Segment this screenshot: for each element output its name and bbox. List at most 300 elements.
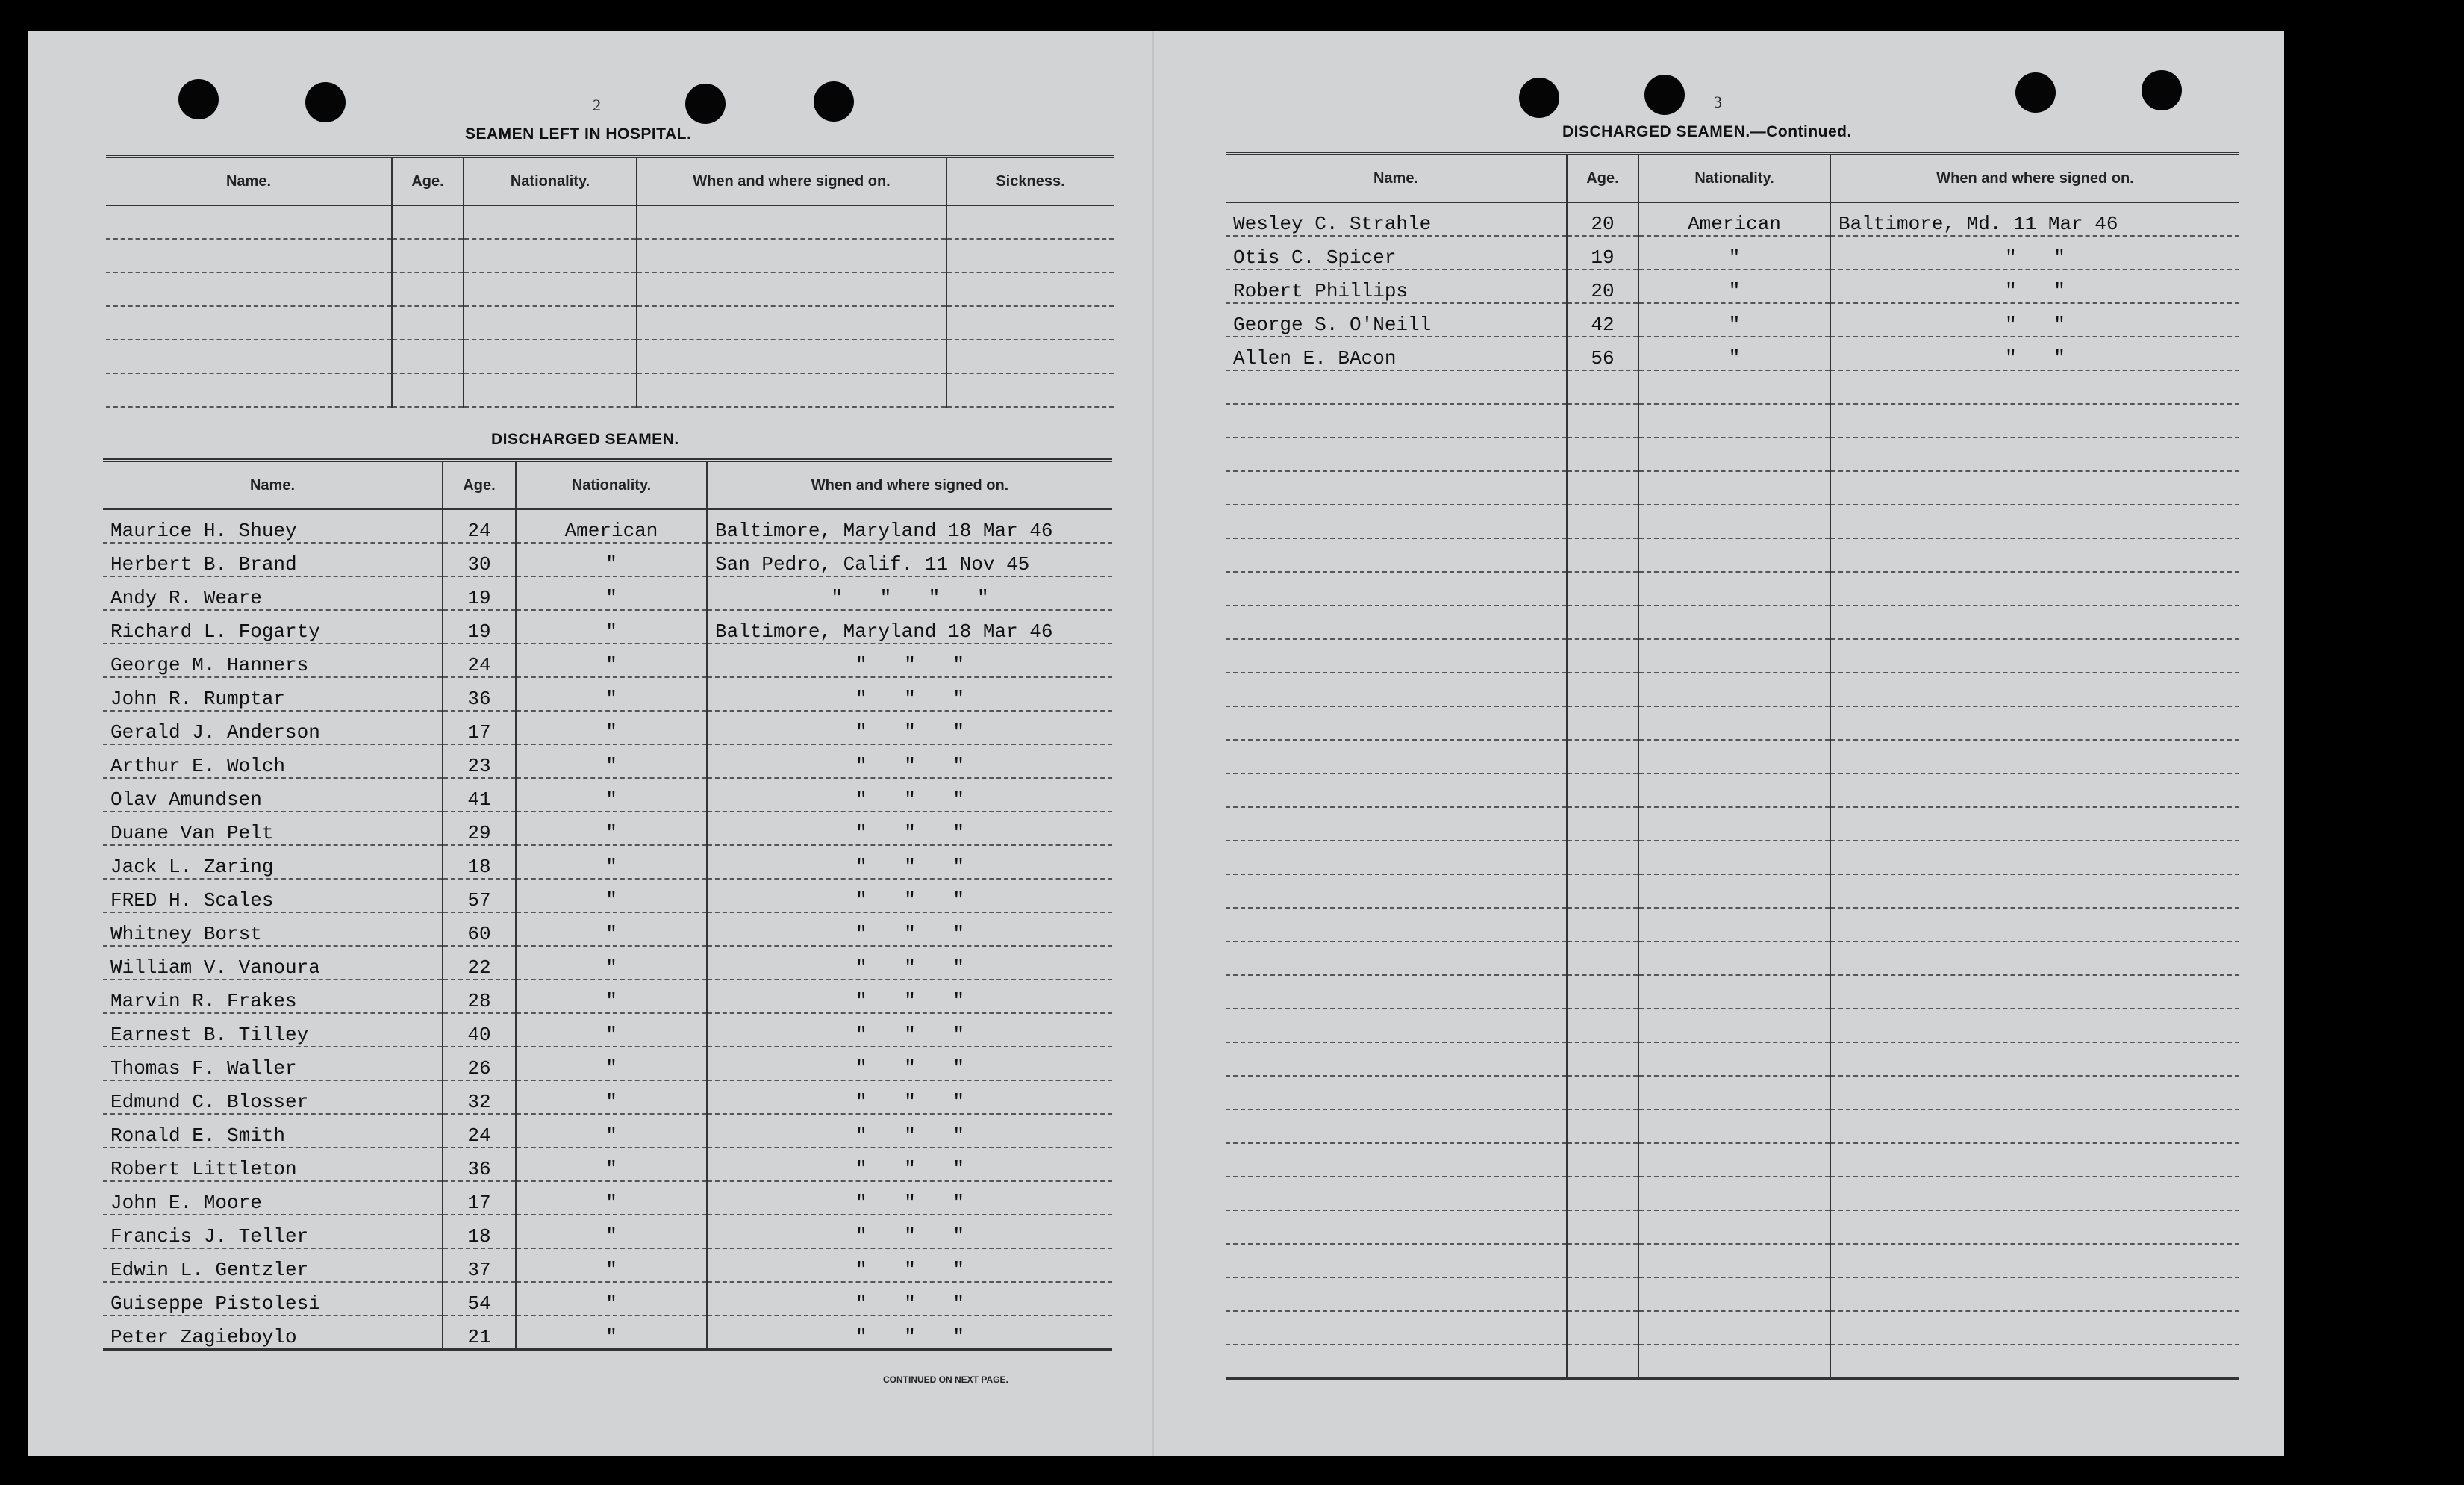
empty-row: [1226, 538, 2239, 572]
binder-hole: [2015, 72, 2056, 113]
empty-cell: [106, 205, 392, 239]
table-row: [103, 711, 1112, 744]
seaman-name: George S. O'Neill: [1226, 303, 1567, 337]
empty-row: [1226, 1042, 2239, 1076]
seaman-nationality: ": [516, 1013, 707, 1047]
signed-on: " " ": [707, 1282, 1112, 1316]
signed-on: " " ": [707, 912, 1112, 946]
seaman-nationality: ": [1638, 303, 1830, 337]
empty-cell: [1226, 639, 1567, 673]
empty-row: [1226, 370, 2239, 404]
empty-row: [1226, 438, 2239, 471]
seaman-age: 23: [443, 744, 516, 778]
empty-cell: [946, 340, 1114, 373]
seaman-name: Gerald J. Anderson: [103, 711, 443, 744]
empty-cell: [1638, 740, 1830, 773]
discharged-section-title: DISCHARGED SEAMEN.: [491, 431, 679, 448]
empty-cell: [1226, 572, 1567, 605]
binder-hole: [2142, 70, 2182, 110]
table-row: [103, 812, 1112, 845]
empty-cell: [1226, 807, 1567, 841]
seaman-name: Ronald E. Smith: [103, 1114, 443, 1148]
discharged-continued-table: [1226, 152, 2239, 1380]
seaman-age: 57: [443, 879, 516, 912]
table-row: [103, 1148, 1112, 1181]
seaman-age: 18: [443, 845, 516, 879]
empty-cell: [1567, 1109, 1638, 1143]
empty-row: [106, 205, 1114, 239]
empty-cell: [1830, 605, 2239, 639]
signed-on: " " ": [707, 1148, 1112, 1181]
seaman-nationality: ": [516, 1215, 707, 1248]
seaman-name: Edmund C. Blosser: [103, 1080, 443, 1114]
empty-cell: [1638, 673, 1830, 706]
empty-cell: [1638, 1143, 1830, 1177]
empty-cell: [1638, 1109, 1830, 1143]
empty-row: [1226, 941, 2239, 975]
empty-cell: [464, 306, 637, 340]
empty-row: [1226, 1210, 2239, 1244]
empty-cell: [637, 273, 946, 306]
empty-cell: [1226, 1042, 1567, 1076]
signed-on: Baltimore, Maryland 18 Mar 46: [707, 610, 1112, 644]
empty-cell: [1830, 471, 2239, 505]
empty-cell: [1226, 975, 1567, 1009]
seaman-age: 54: [443, 1282, 516, 1316]
seaman-nationality: ": [516, 812, 707, 845]
empty-cell: [1830, 1076, 2239, 1109]
table-row: [103, 610, 1112, 644]
table-row: [103, 509, 1112, 543]
signed-on: " " ": [707, 845, 1112, 879]
header-nationality: Nationality.: [1638, 154, 1830, 203]
empty-cell: [637, 205, 946, 239]
empty-cell: [1830, 505, 2239, 538]
seaman-age: 20: [1567, 202, 1638, 236]
binder-hole: [1644, 75, 1685, 115]
empty-cell: [637, 373, 946, 407]
signed-on: " " ": [707, 711, 1112, 744]
empty-cell: [1638, 1277, 1830, 1311]
seaman-name: Guiseppe Pistolesi: [103, 1282, 443, 1316]
empty-cell: [1638, 471, 1830, 505]
empty-row: [1226, 639, 2239, 673]
empty-cell: [1567, 1177, 1638, 1210]
empty-cell: [392, 306, 464, 340]
empty-cell: [1567, 673, 1638, 706]
seaman-name: Andy R. Weare: [103, 576, 443, 610]
seaman-name: George M. Hanners: [103, 644, 443, 677]
empty-cell: [1567, 874, 1638, 908]
signed-on: San Pedro, Calif. 11 Nov 45: [707, 543, 1112, 576]
empty-cell: [1638, 572, 1830, 605]
empty-cell: [1567, 1076, 1638, 1109]
empty-cell: [1638, 706, 1830, 740]
discharged-continued-title: [1562, 123, 1852, 141]
seaman-age: 40: [443, 1013, 516, 1047]
seaman-age: 24: [443, 644, 516, 677]
seaman-age: 19: [1567, 236, 1638, 270]
signed-on: " " ": [707, 1047, 1112, 1080]
signed-on: " " ": [707, 879, 1112, 912]
empty-row: [1226, 975, 2239, 1009]
seaman-name: Francis J. Teller: [103, 1215, 443, 1248]
seaman-name: Earnest B. Tilley: [103, 1013, 443, 1047]
empty-cell: [106, 273, 392, 306]
empty-cell: [1226, 471, 1567, 505]
empty-cell: [1567, 471, 1638, 505]
empty-cell: [1638, 1345, 1830, 1379]
seaman-age: 30: [443, 543, 516, 576]
empty-row: [1226, 1311, 2239, 1345]
empty-row: [1226, 1177, 2239, 1210]
empty-row: [1226, 1277, 2239, 1311]
seaman-age: 60: [443, 912, 516, 946]
header-nationality: Nationality.: [516, 461, 707, 510]
signed-on: " " ": [707, 778, 1112, 812]
seaman-nationality: ": [516, 644, 707, 677]
seaman-nationality: ": [516, 576, 707, 610]
empty-cell: [1830, 773, 2239, 807]
empty-cell: [1830, 706, 2239, 740]
empty-row: [1226, 841, 2239, 874]
empty-cell: [464, 273, 637, 306]
empty-cell: [946, 373, 1114, 407]
seaman-age: 17: [443, 1181, 516, 1215]
seaman-name: Allen E. BAcon: [1226, 337, 1567, 370]
signed-on: " " ": [707, 677, 1112, 711]
empty-cell: [1226, 404, 1567, 438]
seaman-nationality: ": [516, 543, 707, 576]
empty-row: [1226, 404, 2239, 438]
table-row: [1226, 236, 2239, 270]
discharged-table: [103, 458, 1112, 1351]
empty-cell: [1830, 572, 2239, 605]
signed-on: " " ": [707, 744, 1112, 778]
header-signed-on: When and where signed on.: [1830, 154, 2239, 203]
seaman-nationality: ": [1638, 270, 1830, 303]
seaman-age: 19: [443, 576, 516, 610]
empty-row: [1226, 908, 2239, 941]
empty-cell: [1638, 975, 1830, 1009]
empty-cell: [1830, 1109, 2239, 1143]
empty-row: [1226, 740, 2239, 773]
empty-cell: [1638, 505, 1830, 538]
empty-cell: [1830, 639, 2239, 673]
empty-cell: [1638, 1076, 1830, 1109]
empty-cell: [1567, 538, 1638, 572]
empty-cell: [1638, 605, 1830, 639]
header-age: Age.: [443, 461, 516, 510]
seaman-name: William V. Vanoura: [103, 946, 443, 980]
header-name: Name.: [106, 157, 392, 206]
empty-cell: [1567, 773, 1638, 807]
empty-cell: [464, 340, 637, 373]
empty-row: [1226, 773, 2239, 807]
seaman-name: Edwin L. Gentzler: [103, 1248, 443, 1282]
empty-cell: [464, 239, 637, 273]
empty-cell: [1567, 841, 1638, 874]
seaman-nationality: ": [516, 1248, 707, 1282]
document-sheet: [28, 31, 2284, 1456]
seaman-nationality: American: [1638, 202, 1830, 236]
seaman-age: 19: [443, 610, 516, 644]
empty-cell: [1638, 1009, 1830, 1042]
seaman-nationality: ": [516, 610, 707, 644]
title-main: DISCHARGED SEAMEN.: [1562, 123, 1750, 140]
seaman-name: Arthur E. Wolch: [103, 744, 443, 778]
empty-cell: [1830, 1311, 2239, 1345]
empty-cell: [392, 340, 464, 373]
empty-cell: [1567, 572, 1638, 605]
signed-on: " " ": [707, 644, 1112, 677]
table-row: [103, 1316, 1112, 1350]
empty-cell: [392, 273, 464, 306]
seaman-name: Herbert B. Brand: [103, 543, 443, 576]
empty-cell: [1567, 1210, 1638, 1244]
seaman-age: 41: [443, 778, 516, 812]
signed-on: " ": [1830, 303, 2239, 337]
empty-row: [106, 340, 1114, 373]
empty-cell: [1226, 1143, 1567, 1177]
empty-cell: [1567, 1143, 1638, 1177]
seaman-nationality: ": [516, 677, 707, 711]
empty-cell: [1226, 1311, 1567, 1345]
empty-row: [1226, 572, 2239, 605]
seaman-nationality: ": [516, 1316, 707, 1350]
empty-cell: [1638, 370, 1830, 404]
empty-cell: [1567, 605, 1638, 639]
signed-on: " ": [1830, 337, 2239, 370]
empty-row: [1226, 605, 2239, 639]
header-signed-on: When and where signed on.: [707, 461, 1112, 510]
continued-note: CONTINUED ON NEXT PAGE.: [883, 1375, 1008, 1385]
seaman-age: 18: [443, 1215, 516, 1248]
empty-cell: [946, 205, 1114, 239]
seaman-age: 17: [443, 711, 516, 744]
table-row: [103, 1114, 1112, 1148]
empty-cell: [464, 205, 637, 239]
empty-cell: [1830, 1244, 2239, 1277]
seaman-nationality: ": [516, 1181, 707, 1215]
table-row: [103, 1181, 1112, 1215]
empty-cell: [1567, 941, 1638, 975]
empty-row: [1226, 1143, 2239, 1177]
header-age: Age.: [392, 157, 464, 206]
binder-hole: [178, 79, 219, 119]
table-row: [103, 912, 1112, 946]
empty-cell: [1567, 404, 1638, 438]
empty-cell: [1638, 1244, 1830, 1277]
seaman-name: Marvin R. Frakes: [103, 980, 443, 1013]
empty-cell: [1830, 841, 2239, 874]
seaman-name: Maurice H. Shuey: [103, 509, 443, 543]
signed-on: " ": [1830, 236, 2239, 270]
empty-cell: [106, 340, 392, 373]
empty-cell: [1226, 1345, 1567, 1379]
signed-on: Baltimore, Maryland 18 Mar 46: [707, 509, 1112, 543]
seaman-age: 26: [443, 1047, 516, 1080]
empty-row: [1226, 874, 2239, 908]
seaman-name: Duane Van Pelt: [103, 812, 443, 845]
empty-cell: [637, 306, 946, 340]
empty-cell: [1830, 673, 2239, 706]
empty-row: [106, 239, 1114, 273]
empty-cell: [1830, 807, 2239, 841]
empty-cell: [1226, 370, 1567, 404]
empty-cell: [946, 273, 1114, 306]
empty-row: [1226, 807, 2239, 841]
empty-cell: [106, 239, 392, 273]
signed-on: " " ": [707, 1013, 1112, 1047]
seaman-name: Thomas F. Waller: [103, 1047, 443, 1080]
empty-cell: [946, 239, 1114, 273]
binder-hole: [1519, 78, 1559, 118]
empty-cell: [1638, 438, 1830, 471]
table-row: [103, 1013, 1112, 1047]
signed-on: " " ": [707, 1248, 1112, 1282]
seaman-name: Robert Littleton: [103, 1148, 443, 1181]
empty-cell: [1830, 1277, 2239, 1311]
seaman-age: 36: [443, 1148, 516, 1181]
empty-cell: [1226, 1009, 1567, 1042]
empty-cell: [106, 306, 392, 340]
seaman-age: 24: [443, 1114, 516, 1148]
table-row: [103, 1248, 1112, 1282]
seaman-nationality: ": [516, 1080, 707, 1114]
seaman-nationality: ": [516, 912, 707, 946]
empty-cell: [1226, 941, 1567, 975]
seaman-name: Whitney Borst: [103, 912, 443, 946]
empty-cell: [1830, 1143, 2239, 1177]
empty-row: [1226, 1345, 2239, 1379]
empty-cell: [1226, 1244, 1567, 1277]
seaman-name: FRED H. Scales: [103, 879, 443, 912]
seaman-age: 22: [443, 946, 516, 980]
empty-cell: [1830, 740, 2239, 773]
empty-cell: [1638, 908, 1830, 941]
signed-on: " " ": [707, 946, 1112, 980]
empty-cell: [1226, 1177, 1567, 1210]
seaman-nationality: ": [516, 1047, 707, 1080]
empty-cell: [1638, 874, 1830, 908]
empty-row: [1226, 1109, 2239, 1143]
table-row: [103, 778, 1112, 812]
empty-cell: [1830, 1210, 2239, 1244]
empty-cell: [1567, 1009, 1638, 1042]
empty-cell: [1567, 505, 1638, 538]
empty-cell: [1567, 740, 1638, 773]
header-nationality: Nationality.: [464, 157, 637, 206]
page-fold: [1152, 31, 1154, 1456]
empty-cell: [1567, 1244, 1638, 1277]
seaman-name: John E. Moore: [103, 1181, 443, 1215]
table-row: [103, 980, 1112, 1013]
signed-on: " " ": [707, 1181, 1112, 1215]
empty-cell: [1226, 605, 1567, 639]
seaman-nationality: ": [516, 744, 707, 778]
empty-cell: [1830, 908, 2239, 941]
table-row: [103, 946, 1112, 980]
empty-cell: [1830, 1009, 2239, 1042]
header-signed-on: When and where signed on.: [637, 157, 946, 206]
signed-on: " " " ": [707, 576, 1112, 610]
seaman-age: 37: [443, 1248, 516, 1282]
empty-cell: [1567, 1311, 1638, 1345]
empty-row: [106, 306, 1114, 340]
signed-on: " " ": [707, 980, 1112, 1013]
table-row: [103, 1047, 1112, 1080]
empty-cell: [1226, 538, 1567, 572]
seaman-age: 56: [1567, 337, 1638, 370]
seaman-age: 21: [443, 1316, 516, 1350]
seaman-nationality: ": [516, 1114, 707, 1148]
table-row: [103, 677, 1112, 711]
seaman-name: Jack L. Zaring: [103, 845, 443, 879]
empty-cell: [106, 373, 392, 407]
empty-row: [1226, 706, 2239, 740]
empty-row: [106, 273, 1114, 306]
seaman-name: John R. Rumptar: [103, 677, 443, 711]
empty-cell: [1567, 807, 1638, 841]
seaman-name: Olav Amundsen: [103, 778, 443, 812]
table-row: [1226, 303, 2239, 337]
empty-cell: [1226, 438, 1567, 471]
table-row: [103, 543, 1112, 576]
empty-cell: [1226, 1076, 1567, 1109]
seaman-nationality: ": [516, 711, 707, 744]
signed-on: Baltimore, Md. 11 Mar 46: [1830, 202, 2239, 236]
empty-cell: [637, 239, 946, 273]
hospital-section-title: SEAMEN LEFT IN HOSPITAL.: [465, 125, 692, 143]
seaman-name: Wesley C. Strahle: [1226, 202, 1567, 236]
seaman-nationality: ": [516, 778, 707, 812]
empty-cell: [1638, 841, 1830, 874]
empty-cell: [392, 239, 464, 273]
binder-hole: [685, 84, 726, 124]
seaman-name: Robert Phillips: [1226, 270, 1567, 303]
empty-cell: [1226, 908, 1567, 941]
table-row: [1226, 337, 2239, 370]
empty-cell: [1638, 941, 1830, 975]
empty-cell: [1830, 1177, 2239, 1210]
empty-cell: [946, 306, 1114, 340]
empty-row: [1226, 1244, 2239, 1277]
empty-cell: [1567, 639, 1638, 673]
seaman-name: Peter Zagieboylo: [103, 1316, 443, 1350]
empty-cell: [1638, 1210, 1830, 1244]
empty-cell: [1226, 505, 1567, 538]
seaman-age: 36: [443, 677, 516, 711]
table-row: [103, 744, 1112, 778]
table-row: [103, 1282, 1112, 1316]
empty-row: [1226, 1009, 2239, 1042]
seaman-age: 20: [1567, 270, 1638, 303]
empty-cell: [1226, 1210, 1567, 1244]
page-number-right: 3: [1714, 93, 1722, 111]
empty-cell: [1830, 975, 2239, 1009]
empty-cell: [464, 373, 637, 407]
binder-hole: [814, 81, 854, 122]
table-row: [103, 879, 1112, 912]
empty-cell: [1830, 1345, 2239, 1379]
empty-cell: [1830, 370, 2239, 404]
empty-cell: [392, 373, 464, 407]
empty-cell: [1226, 773, 1567, 807]
empty-cell: [1638, 639, 1830, 673]
empty-cell: [1567, 370, 1638, 404]
header-sickness: Sickness.: [946, 157, 1114, 206]
